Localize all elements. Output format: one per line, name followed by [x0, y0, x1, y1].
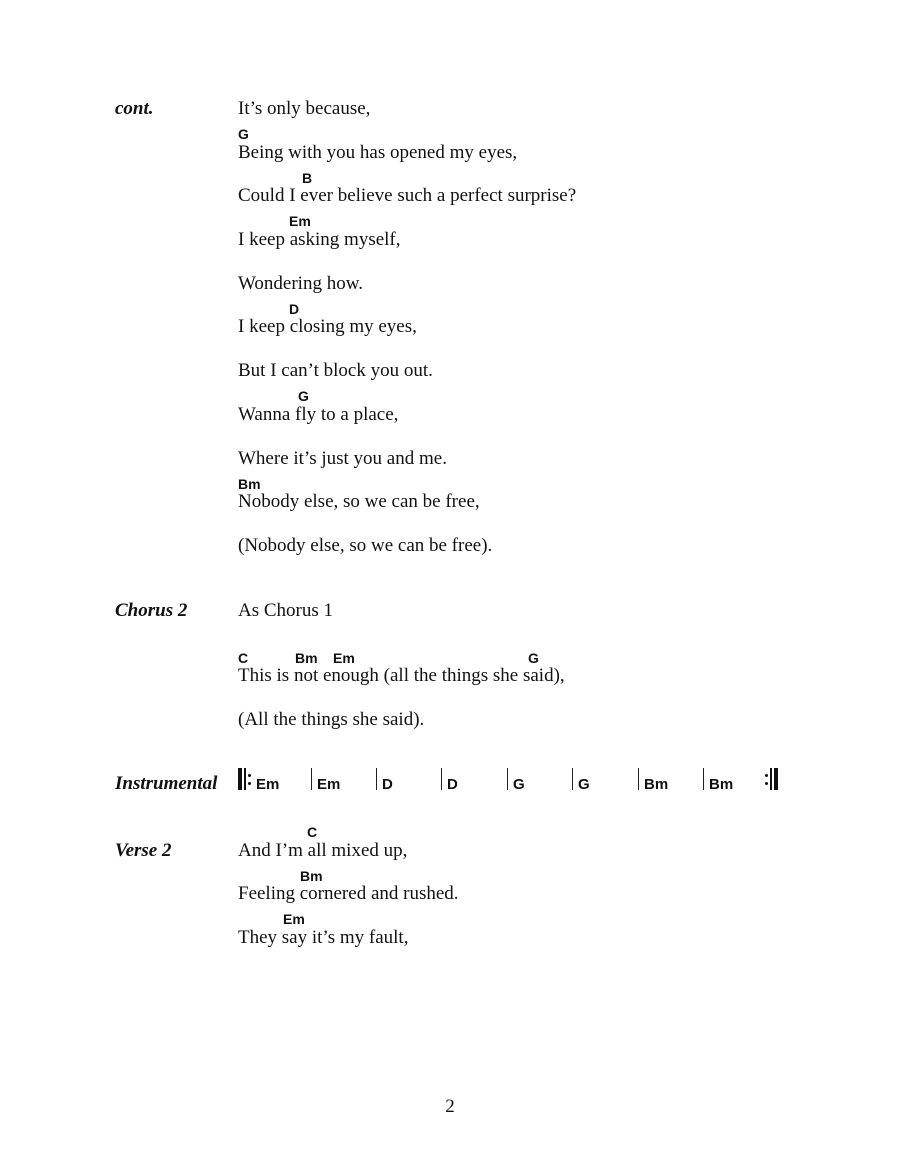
repeat-dot: [248, 774, 251, 777]
chord-label: Bm: [300, 868, 323, 884]
chord-label: Bm: [295, 650, 318, 666]
lyric-line: Feeling cornered and rushed.: [238, 883, 459, 904]
section-label-verse-2: Verse 2: [115, 840, 172, 861]
bar-line: [703, 768, 704, 790]
chord-label: B: [302, 170, 313, 186]
section-label-instrumental: Instrumental: [115, 773, 218, 794]
lyric-line: Wanna fly to a place,: [238, 404, 399, 425]
lyric-line: But I can’t block you out.: [238, 360, 433, 381]
lyric-line: As Chorus 1: [238, 600, 334, 621]
chord-label: G: [298, 388, 309, 404]
chord-label: Em: [283, 911, 305, 927]
bar-line: [441, 768, 442, 790]
lyric-line: They say it’s my fault,: [238, 927, 409, 948]
bar-chord: Bm: [644, 776, 669, 793]
bar-chord: D: [447, 776, 458, 793]
bar-chord: G: [513, 776, 525, 793]
lyric-line: This is not enough (all the things she said),: [238, 665, 565, 686]
chord-label: Em: [289, 213, 311, 229]
bar-chord: Bm: [709, 776, 734, 793]
bar-line: [572, 768, 573, 790]
repeat-start-thick-bar: [238, 768, 242, 790]
lyric-line: And I’m all mixed up,: [238, 840, 408, 861]
bar-line: [638, 768, 639, 790]
bar-chord: G: [578, 776, 590, 793]
chord-label: D: [289, 301, 300, 317]
repeat-end-thick-bar: [774, 768, 778, 790]
bar-chord: Em: [317, 776, 341, 793]
chord-label: G: [528, 650, 539, 666]
lyric-line: (Nobody else, so we can be free).: [238, 535, 493, 556]
chord-label: C: [307, 824, 318, 840]
bar-line: [376, 768, 377, 790]
repeat-dot: [765, 774, 768, 777]
lyric-line: It’s only because,: [238, 98, 371, 119]
chord-label: Em: [333, 650, 355, 666]
chord-label: C: [238, 650, 249, 666]
repeat-dot: [765, 782, 768, 785]
bar-chord: Em: [256, 776, 280, 793]
lyric-line: Being with you has opened my eyes,: [238, 142, 518, 163]
bar-chord: D: [382, 776, 393, 793]
page-number: 2: [445, 1096, 455, 1117]
repeat-dot: [248, 782, 251, 785]
section-label-cont: cont.: [115, 98, 154, 119]
repeat-start-thin-bar: [244, 768, 246, 790]
lyric-line: Wondering how.: [238, 273, 363, 294]
bar-line: [507, 768, 508, 790]
lyric-line: Could I ever believe such a perfect surprise?: [238, 185, 577, 206]
chord-label: Bm: [238, 476, 261, 492]
chord-label: G: [238, 126, 249, 142]
lyric-line: (All the things she said).: [238, 709, 425, 730]
lyric-line: Where it’s just you and me.: [238, 448, 447, 469]
lyric-line: Nobody else, so we can be free,: [238, 491, 480, 512]
section-label-chorus-2: Chorus 2: [115, 600, 188, 621]
lyric-line: I keep asking myself,: [238, 229, 401, 250]
repeat-end-thin-bar: [770, 768, 772, 790]
bar-line: [311, 768, 312, 790]
lyric-line: I keep closing my eyes,: [238, 316, 417, 337]
